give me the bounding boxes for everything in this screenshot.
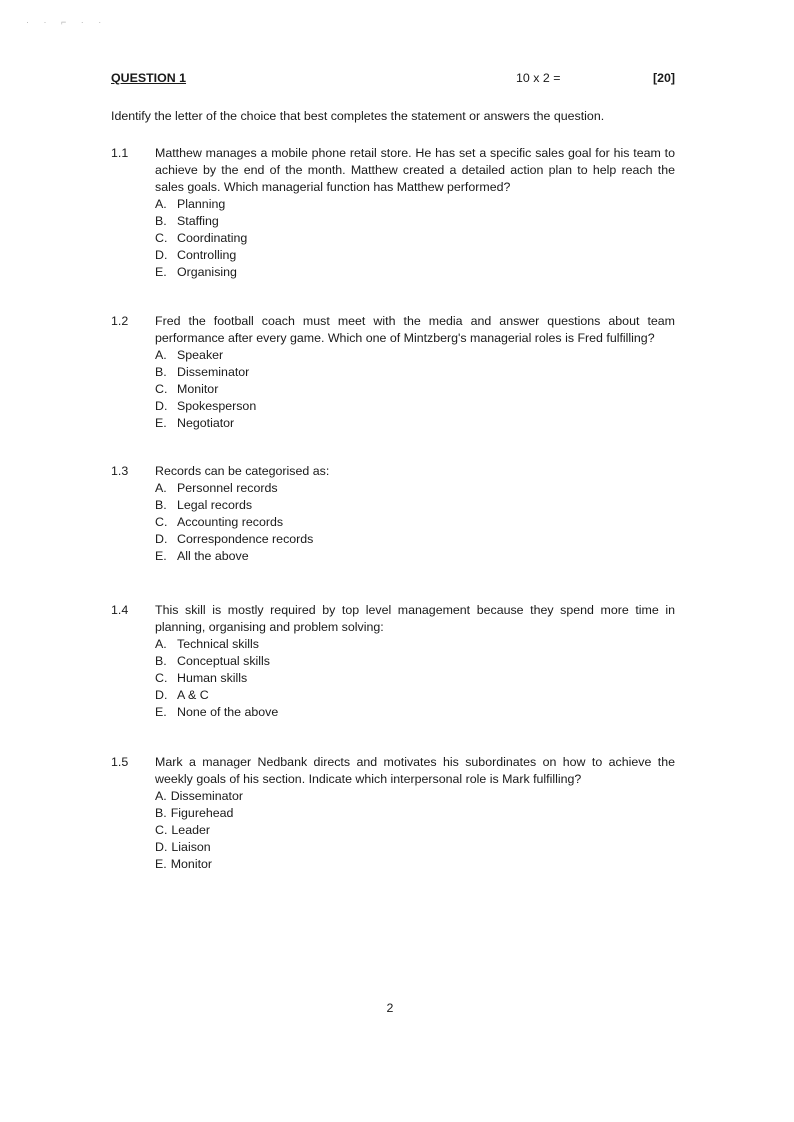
option-letter: D. (155, 688, 168, 702)
option-letter: E. (155, 857, 167, 871)
option-letter: C. (155, 671, 168, 685)
question-body (155, 313, 675, 432)
question-text: Records can be categorised as: (155, 464, 330, 478)
option-c (155, 514, 675, 531)
scan-artifact: · · ⌐ · · (26, 17, 108, 27)
question-number: 1.2 (111, 314, 129, 328)
option-letter: D. (155, 399, 168, 413)
option-text: Organising (177, 265, 237, 279)
option-text: Speaker (177, 348, 224, 362)
option-letter: C. (155, 823, 168, 837)
option-text: Planning (177, 197, 226, 211)
option-text: Personnel records (177, 481, 278, 495)
question-body (155, 754, 675, 873)
question-number: 1.1 (111, 146, 129, 160)
option-c (155, 230, 675, 247)
option-d (155, 531, 675, 548)
option-e (155, 415, 675, 432)
option-letter: C. (155, 515, 168, 529)
marks-calculation: 10 x 2 = (516, 71, 561, 85)
option-b (155, 213, 675, 230)
option-letter: A. (155, 348, 167, 362)
option-text: Controlling (177, 248, 237, 262)
option-text: A & C (177, 688, 209, 702)
question-body (155, 602, 675, 721)
question-header (111, 70, 675, 88)
options-list (155, 788, 675, 873)
option-e (155, 704, 675, 721)
option-text: Negotiator (177, 416, 235, 430)
option-letter: B. (155, 365, 167, 379)
option-letter: D. (155, 248, 168, 262)
option-text: Leader (171, 823, 210, 837)
option-d (155, 687, 675, 704)
options-list (155, 347, 675, 432)
question-text: Matthew manages a mobile phone retail store. He has set a specific sales goal for his team to achieve by the end of the month. Matthew created a detailed action plan to help reach the sales goals. Which managerial function has Matthew performed? (155, 146, 675, 194)
question-body (155, 463, 675, 565)
option-letter: C. (155, 382, 168, 396)
option-d (155, 398, 675, 415)
question-text: This skill is mostly required by top level management because they spend more time in planning, organising and problem solving: (155, 603, 675, 634)
option-a (155, 788, 675, 805)
option-text: Legal records (177, 498, 253, 512)
question-text: Mark a manager Nedbank directs and motivates his subordinates on how to achieve the weekly goals of his section. Indicate which interpersonal role is Mark fulfilling? (155, 755, 675, 786)
option-e (155, 264, 675, 281)
marks-total: [20] (652, 71, 675, 85)
option-text: Human skills (177, 671, 248, 685)
option-a (155, 347, 675, 364)
option-text: Spokesperson (177, 399, 257, 413)
options-list (155, 636, 675, 721)
option-letter: E. (155, 416, 167, 430)
option-text: Conceptual skills (177, 654, 270, 668)
option-text: Monitor (170, 857, 213, 871)
option-text: Liaison (171, 840, 211, 854)
page-number: 2 (386, 1001, 394, 1015)
option-b (155, 364, 675, 381)
option-text: None of the above (177, 705, 279, 719)
option-e (155, 548, 675, 565)
option-text: Figurehead (170, 806, 234, 820)
question-number: 1.5 (111, 755, 129, 769)
option-letter: E. (155, 549, 167, 563)
option-d (155, 247, 675, 264)
option-letter: A. (155, 481, 167, 495)
option-text: Technical skills (177, 637, 259, 651)
option-letter: B. (155, 498, 167, 512)
option-letter: B. (155, 654, 167, 668)
options-list (155, 196, 675, 281)
option-text: Disseminator (170, 789, 244, 803)
options-list (155, 480, 675, 565)
option-text: Staffing (177, 214, 219, 228)
option-c (155, 381, 675, 398)
question-text: Fred the football coach must meet with the media and answer questions about team performance after every game. Which one of Mintzberg's managerial roles is Fred fulfilling? (155, 314, 675, 345)
option-a (155, 480, 675, 497)
option-letter: A. (155, 789, 167, 803)
question-title: QUESTION 1 (111, 71, 187, 85)
option-letter: E. (155, 705, 167, 719)
option-text: All the above (177, 549, 249, 563)
instructions: Identify the letter of the choice that best completes the statement or answers the question. (111, 109, 605, 123)
option-e (155, 856, 675, 873)
option-letter: A. (155, 197, 167, 211)
option-text: Disseminator (177, 365, 250, 379)
option-a (155, 636, 675, 653)
option-b (155, 805, 675, 822)
option-text: Correspondence records (177, 532, 314, 546)
option-letter: D. (155, 532, 168, 546)
option-letter: B. (155, 806, 167, 820)
option-text: Accounting records (177, 515, 284, 529)
option-letter: C. (155, 231, 168, 245)
option-a (155, 196, 675, 213)
option-letter: A. (155, 637, 167, 651)
option-letter: B. (155, 214, 167, 228)
option-letter: E. (155, 265, 167, 279)
question-number: 1.3 (111, 464, 129, 478)
question-body (155, 145, 675, 281)
option-text: Monitor (177, 382, 219, 396)
option-b (155, 497, 675, 514)
option-b (155, 653, 675, 670)
option-c (155, 670, 675, 687)
option-c (155, 822, 675, 839)
option-letter: D. (155, 840, 168, 854)
question-number: 1.4 (111, 603, 129, 617)
option-d (155, 839, 675, 856)
option-text: Coordinating (177, 231, 248, 245)
